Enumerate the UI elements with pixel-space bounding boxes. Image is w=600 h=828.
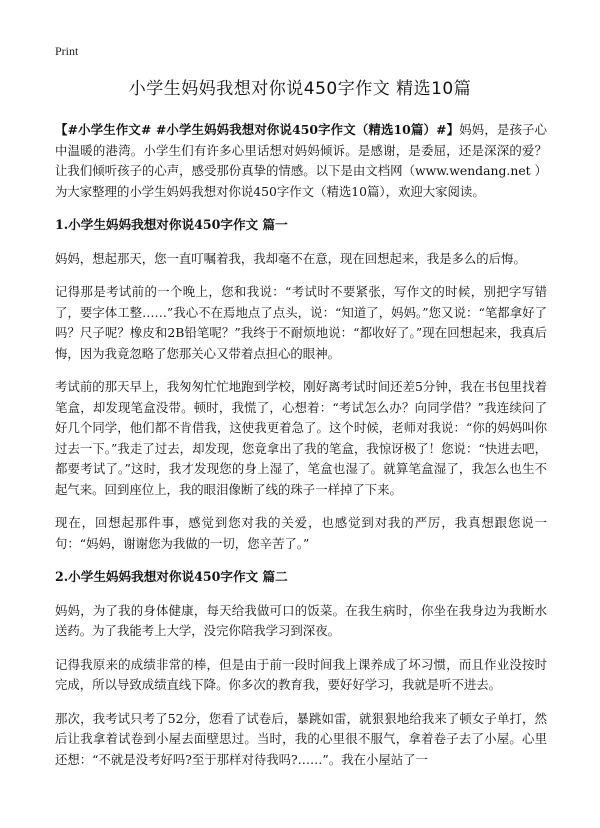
intro-tag: 【#小学生作文# #小学生妈妈我想对你说450字作文（精选10篇）#】 bbox=[55, 122, 460, 137]
paragraph: 现在，回想起那件事，感觉到您对我的关爱，也感觉到对我的严厉，我真想跟您说一句：“妈妈，谢谢您为我做的一切，您辛苦了。” bbox=[55, 515, 547, 551]
print-label: Print bbox=[55, 44, 79, 58]
paragraph: 妈妈，想起那天，您一直叮嘱着我，我却毫不在意，现在回想起来，我是多么的后悔。 bbox=[55, 250, 526, 266]
paragraph: 考试前的那天早上，我匆匆忙忙地跑到学校，刚好离考试时间还差5分钟，我在书包里找着笔盒，却发现笔盒没带。顿时，我慌了，心想着：“考试怎么办？向同学借？”我连续问了好几个同学，他们都不肯借我，这使我更着急了。这个时候，老师对我说：“你的妈妈叫你过去一下。”我走了过去，却发现，您竟拿出了我的笔盒，我惊讶极了！您说：“快进去吧，都要考试了。”这时，我才发现您的身上湿了，笔盒也湿了。就算笔盒湿了，我怎么也生不起气来。回到座位上，我的眼泪像断了线的珠子一样掉了下来。 bbox=[55, 379, 547, 497]
intro-text: 妈妈，是孩子心中温暖的港湾。小学生们有许多心里话想对妈妈倾诉。是感谢，是委屈，还是深深的爱？让我们倾听孩子的心声，感受那份真挚的情感。以下是由文档网（www.wendang.net ）为大家整理的小学生妈妈我想对你说450字作文（精选10篇），欢迎大家阅读。 bbox=[55, 122, 547, 199]
paragraph: 记得那是考试前的一个晚上，您和我说：“考试时不要紧张，写作文的时候，别把字写错了，要字体工整……”我心不在焉地点了点头，说：“知道了，妈妈。”您又说：“笔都拿好了吗？尺子呢？橡皮和2B铅笔呢？”我终于不耐烦地说：“都收好了。”现在回想起来，我真后悔，因为我竟忽略了您那关心又带着点担心的眼神。 bbox=[55, 284, 547, 361]
section-heading-2: 2.小学生妈妈我想对你说450字作文 篇二 bbox=[55, 569, 288, 584]
paragraph: 妈妈，为了我的身体健康，每天给我做可口的饭菜。在我生病时，你坐在我身边为我断水送药。为了我能考上大学，没完你陪我学习到深夜。 bbox=[55, 602, 547, 638]
article-body bbox=[55, 120, 547, 783]
paragraph: 那次，我考试只考了52分，您看了试卷后，暴跳如雷，就狠狠地给我来了顿女子单打，然后让我拿着试卷到小屋去面壁思过。当时，我的心里很不服气，拿着卷子去了小屋。心里还想：“不就是没考好吗?至于那样对待我吗?……”。我在小屋站了一 bbox=[55, 710, 547, 767]
section-heading-1: 1.小学生妈妈我想对你说450字作文 篇一 bbox=[55, 217, 288, 232]
intro-paragraph bbox=[55, 120, 547, 202]
paragraph: 记得我原来的成绩非常的棒，但是由于前一段时间我上课养成了坏习惯，而且作业没按时完成，所以导致成绩直线下降。你多次的教育我，要好好学习，我就是听不进去。 bbox=[55, 656, 547, 692]
page-title: 小学生妈妈我想对你说450字作文 精选10篇 bbox=[128, 79, 472, 99]
